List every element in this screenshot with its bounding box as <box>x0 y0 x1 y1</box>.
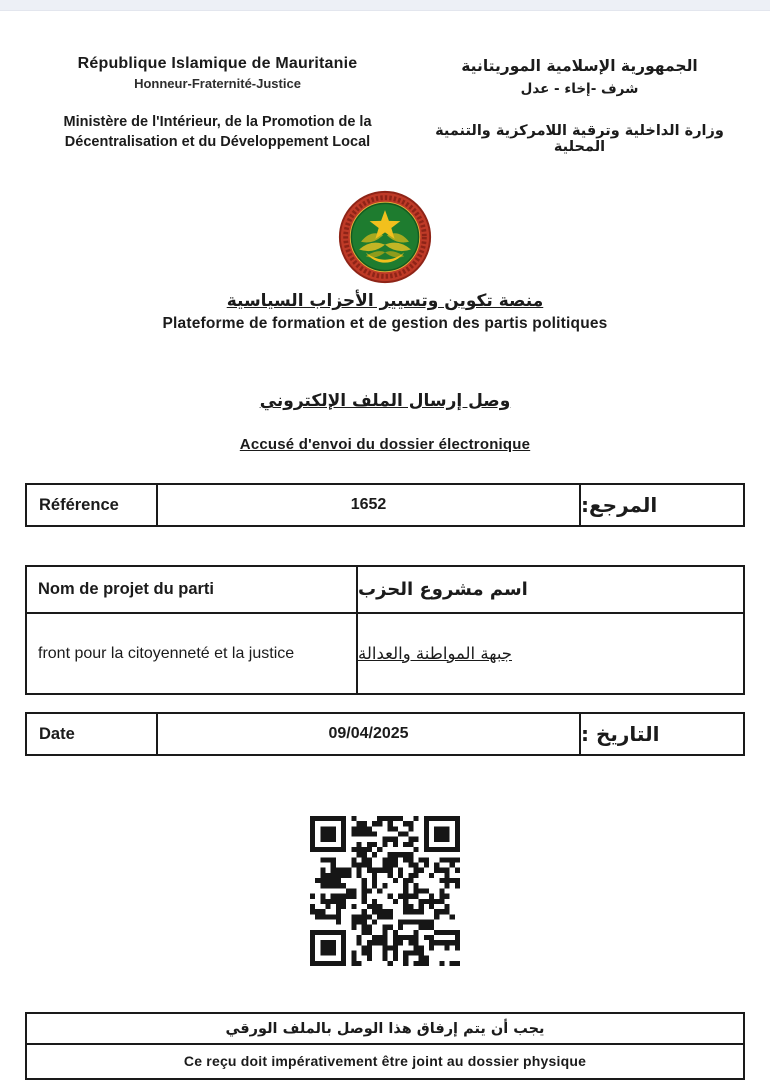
date-value: 09/04/2025 <box>158 714 581 754</box>
ministry-name-ar: وزارة الداخلية وترقية اللامركزية والتنمية المحلية <box>435 123 724 155</box>
date-row <box>25 712 745 756</box>
party-name-header-row <box>27 567 743 614</box>
platform-title-arabic: منصة تكوين وتسيير الأحزاب السياسية <box>226 291 544 311</box>
top-strip <box>0 0 770 11</box>
party-name-value-ar: جبهة المواطنة والعدالة <box>358 644 512 663</box>
reference-label-ar: المرجع: <box>581 493 658 517</box>
receipt-title-french: Accusé d'envoi du dossier électronique <box>239 436 531 453</box>
party-name-table <box>25 565 745 695</box>
letterhead-arabic <box>407 55 752 155</box>
date-label-ar: التاريخ : <box>581 722 660 746</box>
national-motto-fr: Honneur-Fraternité-Justice <box>134 76 301 91</box>
reference-value: 1652 <box>158 485 581 525</box>
letterhead-french <box>30 55 405 155</box>
letterhead <box>0 11 770 155</box>
ministry-name-fr: Ministère de l'Intérieur, de la Promotion de la Décentralisation et du Développement Local <box>63 114 372 150</box>
reference-label-fr: Référence <box>27 485 158 525</box>
party-name-value-fr: front pour la citoyenneté et la justice <box>27 614 358 693</box>
country-name-ar: الجمهورية الإسلامية الموريتانية <box>461 57 698 75</box>
country-name-fr: République Islamique de Mauritanie <box>77 55 358 72</box>
reference-row <box>25 483 745 527</box>
party-name-header-ar: اسم مشروع الحزب <box>358 579 528 600</box>
receipt-title-arabic: وصل إرسال الملف الإلكتروني <box>259 391 511 411</box>
footer-notice <box>25 1012 745 1080</box>
footer-notice-ar: يجب أن يتم إرفاق هذا الوصل بالملف الورقي <box>27 1014 743 1045</box>
party-name-value-row <box>27 614 743 693</box>
platform-title-french: Plateforme de formation et de gestion des partis politiques <box>162 315 608 332</box>
seal-of-mauritania-icon <box>0 189 770 285</box>
party-name-header-fr: Nom de projet du parti <box>27 567 358 612</box>
qr-code-container <box>0 816 770 966</box>
national-motto-ar: شرف -إخاء - عدل <box>520 81 639 97</box>
date-label-fr: Date <box>27 714 158 754</box>
qr-code <box>310 816 460 966</box>
footer-notice-fr: Ce reçu doit impérativement être joint au dossier physique <box>183 1053 587 1069</box>
